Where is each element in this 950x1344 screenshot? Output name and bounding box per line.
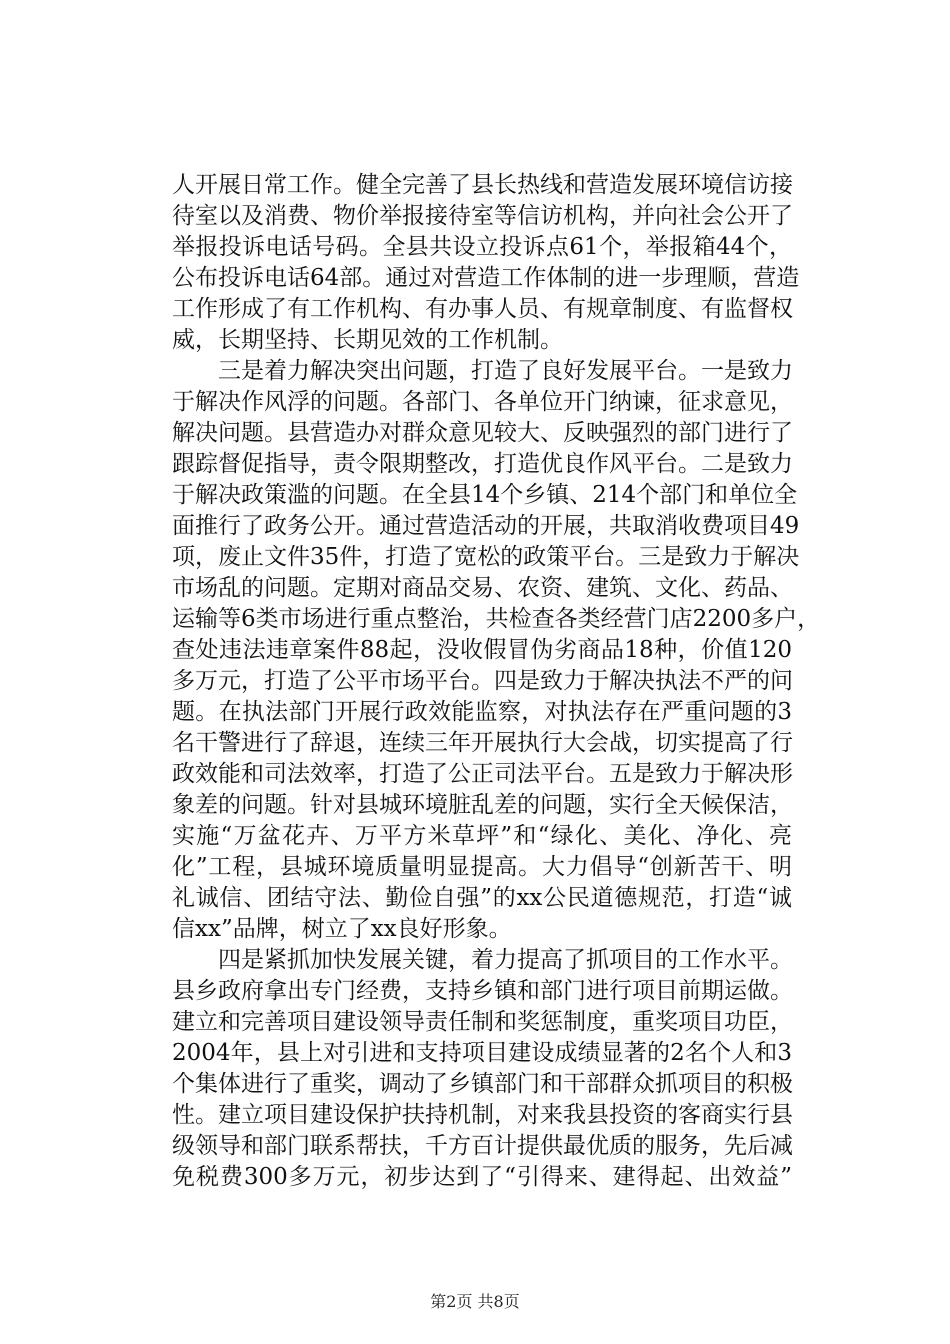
text-line: 于解决政策滥的问题。在全县14个乡镇、214个部门和单位全 (172, 482, 798, 508)
text-line: 面推行了政务公开。通过营造活动的开展，共取消收费项目49 (172, 513, 800, 539)
text-line: 信xx”品牌，树立了xx良好形象。 (172, 916, 512, 942)
text-line: 个集体进行了重奖，调动了乡镇部门和干部群众抓项目的积极 (172, 1071, 793, 1097)
text-line: 跟踪督促指导，责令限期整改，打造优良作风平台。二是致力 (172, 451, 793, 477)
text-line: 威，长期坚持、长期见效的工作机制。 (172, 327, 563, 353)
text-line: 礼诚信、团结守法、勤俭自强”的xx公民道德规范，打造“诚 (172, 885, 792, 911)
text-line: 项，废止文件35件，打造了宽松的政策平台。三是致力于解决 (172, 544, 800, 570)
text-line: 市场乱的问题。定期对商品交易、农资、建筑、文化、药品、 (172, 575, 793, 601)
text-line: 2004年，县上对引进和支持项目建设成绩显著的2名个人和3 (172, 1040, 792, 1066)
text-line: 三是着力解决突出问题，打造了良好发展平台。一是致力 (172, 358, 793, 384)
text-line: 查处违法违章案件88起，没收假冒伪劣商品18种，价值120 (172, 637, 792, 663)
text-line: 工作形成了有工作机构、有办事人员、有规章制度、有监督权 (172, 296, 793, 322)
text-line: 举报投诉电话号码。全县共设立投诉点61个，举报箱44个， (172, 234, 792, 260)
text-line: 免税费300多万元，初步达到了“引得来、建得起、出效益” (172, 1164, 792, 1190)
text-line: 于解决作风浮的问题。各部门、各单位开门纳谏，征求意见， (172, 389, 793, 415)
text-line: 级领导和部门联系帮扶，千方百计提供最优质的服务，先后减 (172, 1133, 793, 1159)
text-line: 解决问题。县营造办对群众意见较大、反映强烈的部门进行了 (172, 420, 793, 446)
text-line: 待室以及消费、物价举报接待室等信访机构，并向社会公开了 (172, 203, 793, 229)
text-line: 运输等6类市场进行重点整治，共检查各类经营门店2200多户， (172, 606, 821, 632)
text-line: 性。建立项目建设保护扶持机制，对来我县投资的客商实行县 (172, 1102, 793, 1128)
text-line: 化”工程，县城环境质量明显提高。大力倡导“创新苦干、明 (172, 854, 792, 880)
page-number-footer: 第2页 共8页 (430, 1292, 520, 1311)
text-line: 政效能和司法效率，打造了公正司法平台。五是致力于解决形 (172, 761, 793, 787)
text-line: 建立和完善项目建设领导责任制和奖惩制度，重奖项目功臣， (172, 1009, 793, 1035)
text-line: 名干警进行了辞退，连续三年开展执行大会战，切实提高了行 (172, 730, 793, 756)
document-body (172, 170, 821, 1193)
text-line: 公布投诉电话64部。通过对营造工作体制的进一步理顺，营造 (172, 265, 800, 291)
text-line: 题。在执法部门开展行政效能监察，对执法存在严重问题的3 (172, 699, 792, 725)
text-line: 象差的问题。针对县城环境脏乱差的问题，实行全天候保洁， (172, 792, 793, 818)
text-line: 四是紧抓加快发展关键，着力提高了抓项目的工作水平。 (172, 947, 793, 973)
text-line: 多万元，打造了公平市场平台。四是致力于解决执法不严的问 (172, 668, 793, 694)
text-line: 县乡政府拿出专门经费，支持乡镇和部门进行项目前期运做。 (172, 978, 793, 1004)
text-line: 人开展日常工作。健全完善了县长热线和营造发展环境信访接 (172, 172, 793, 198)
text-line: 实施“万盆花卉、万平方米草坪”和“绿化、美化、净化、亮 (172, 823, 792, 849)
